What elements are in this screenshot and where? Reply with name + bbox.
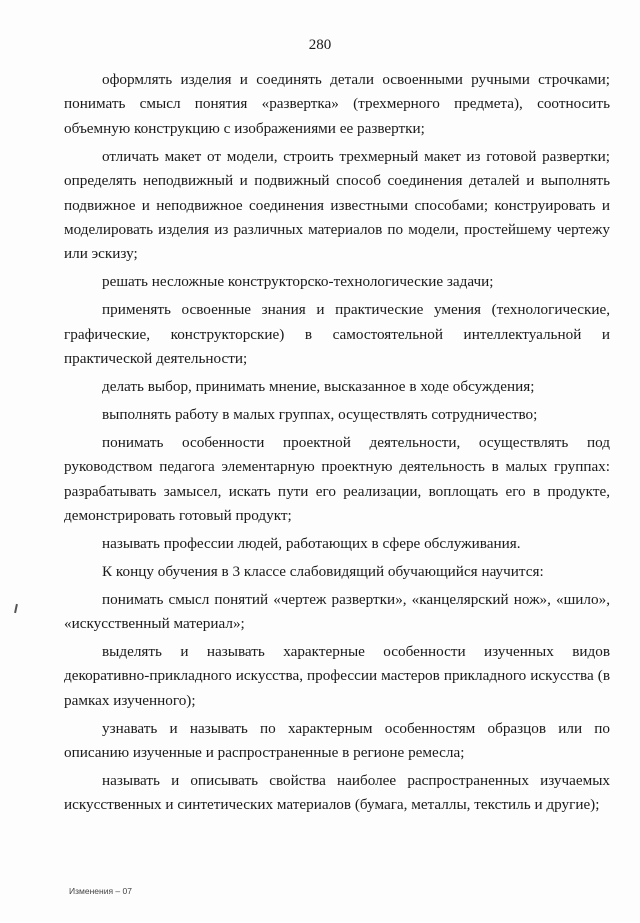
footer-revision: Изменения – 07 [69,886,132,896]
paragraph: выполнять работу в малых группах, осуществлять сотрудничество; [102,405,538,423]
scan-mark [14,604,18,613]
paragraph: узнавать и называть по характерным особенностям образцов или по описанию изученные и распространенные в регионе ремесла; [64,719,610,762]
paragraph: оформлять изделия и соединять детали освоенными ручными строчками; понимать смысл понятия «развертка» (трехмерного предмета), соотносить объемную конструкцию с изображениями ее развертки; [64,71,610,137]
paragraph: решать несложные конструкторско-технологические задачи; [102,273,494,291]
paragraph: называть профессии людей, работающих в сфере обслуживания. [102,534,521,552]
paragraph: К концу обучения в 3 классе слабовидящий обучающийся научится: [102,562,544,580]
body-text [64,68,610,821]
paragraph: применять освоенные знания и практические умения (технологические, графические, конструкторские) в самостоятельной интеллектуальной и практической деятельности; [64,301,610,367]
paragraph: понимать особенности проектной деятельности, осуществлять под руководством педагога элементарную проектную деятельность в малых группах: разрабатывать замысел, искать пути его реализации, воплощать его в продукте, демонстрировать готовый продукт; [64,433,610,524]
paragraph: отличать макет от модели, строить трехмерный макет из готовой развертки; определять неподвижный и подвижный способ соединения деталей и выполнять подвижное и неподвижное соединения известными способами; конструировать и моделировать изделия из различных материалов по модели, простейшему чертежу или эскизу; [64,147,610,263]
page-number: 280 [308,37,332,53]
paragraph: делать выбор, принимать мнение, высказанное в ходе обсуждения; [102,377,535,395]
paragraph: понимать смысл понятий «чертеж развертки», «канцелярский нож», «шило», «искусственный материал»; [64,590,610,633]
paragraph: называть и описывать свойства наиболее распространенных изучаемых искусственных и синтетических материалов (бумага, металлы, текстиль и другие); [64,771,610,814]
paragraph: выделять и называть характерные особенности изученных видов декоративно-прикладного искусства, профессии мастеров прикладного искусства (в рамках изученного); [64,642,610,709]
